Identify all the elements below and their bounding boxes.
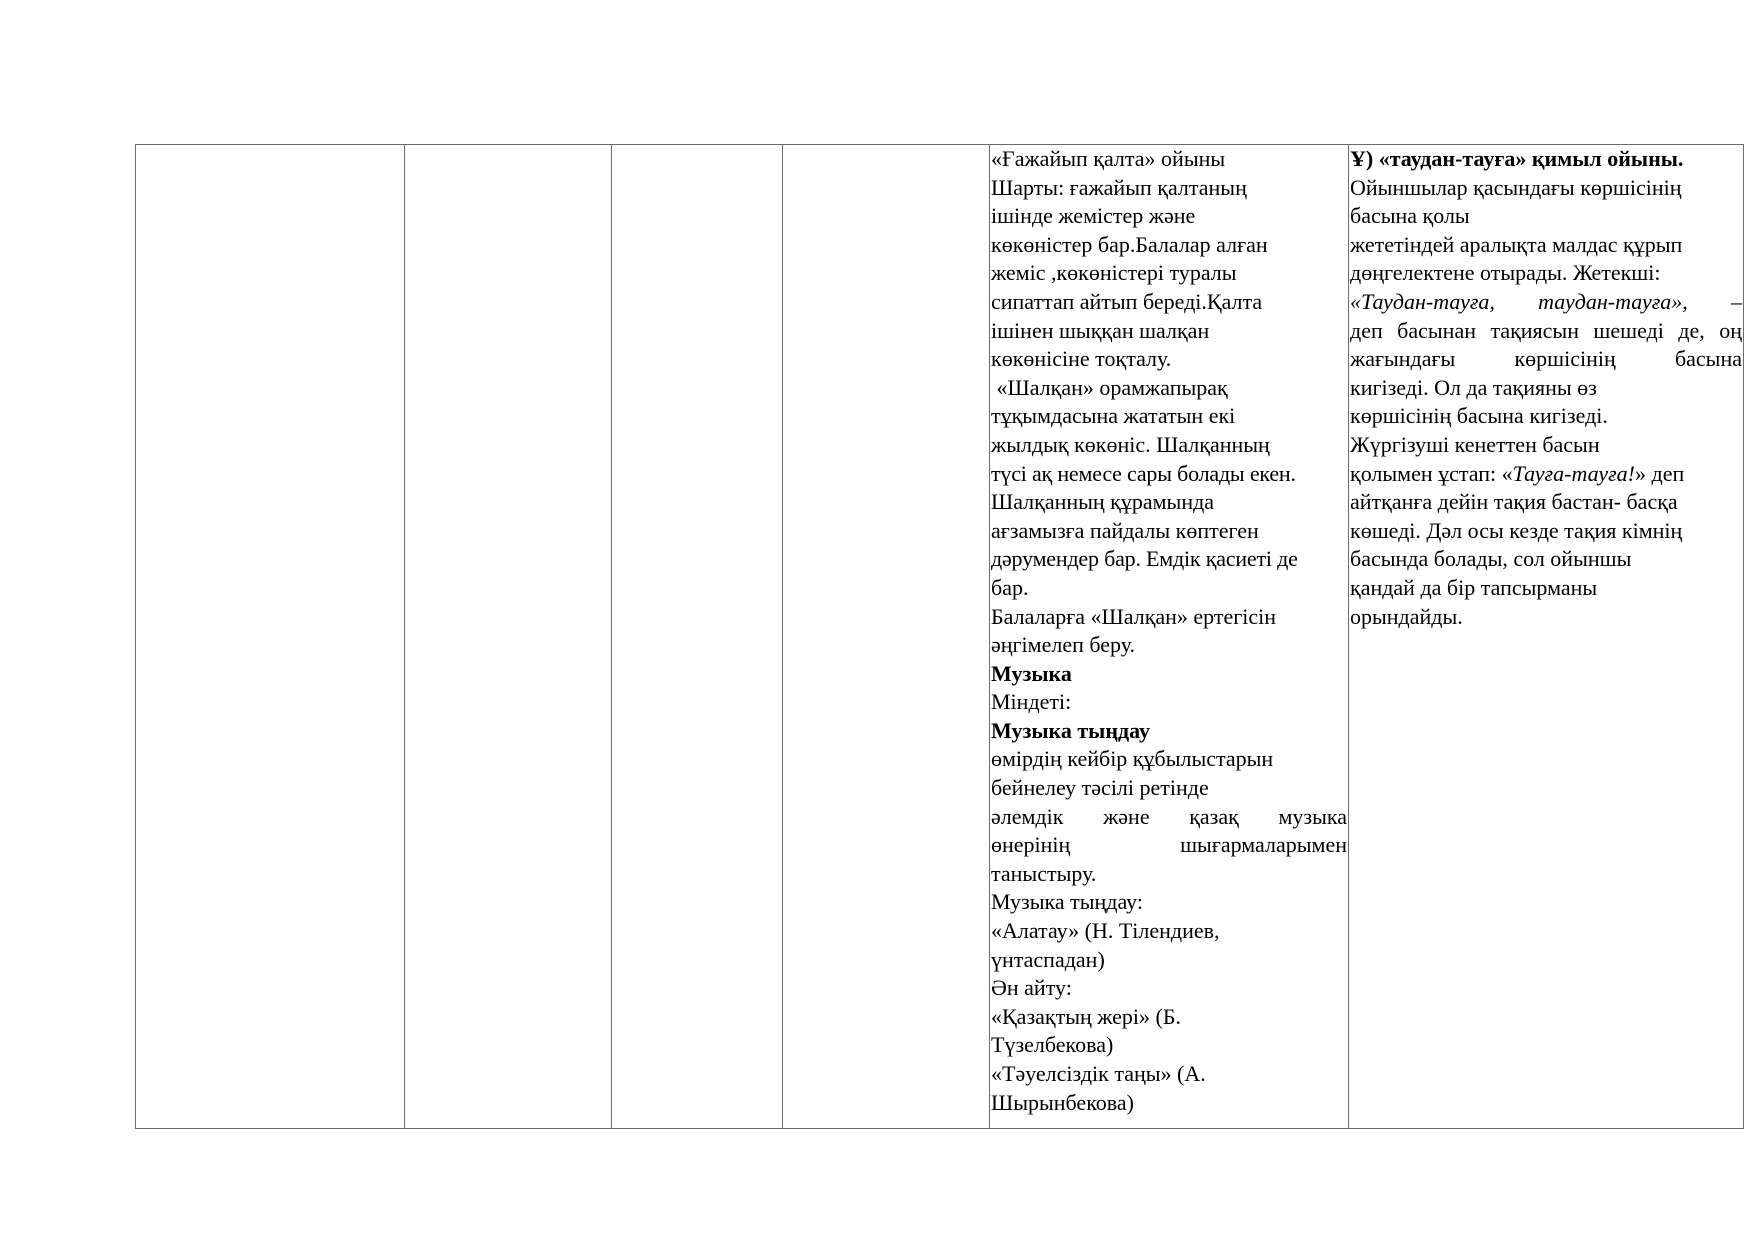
text-line: ішінде жемістер және bbox=[991, 203, 1196, 229]
lesson-plan-table bbox=[135, 144, 1744, 1129]
text-line: таныстыру. bbox=[991, 860, 1097, 886]
activity-text bbox=[990, 145, 1348, 1117]
justified-line: өнерінің шығармаларымен bbox=[991, 832, 1347, 858]
text-line bbox=[1350, 460, 1742, 489]
text-line: көкөністер бар.Балалар алған bbox=[991, 231, 1268, 257]
text-line: жылдық көкөніс. Шалқанның bbox=[991, 431, 1270, 457]
text-line: Шарты: ғажайып қалтаның bbox=[991, 174, 1247, 200]
text-line: өмірдің кейбір құбылыстарын bbox=[991, 746, 1274, 772]
text-line: Балаларға «Шалқан» ертегісін bbox=[991, 603, 1277, 629]
text-line: кигізеді. Ол да тақияны өз bbox=[1350, 374, 1597, 400]
text-line: дәрумендер бар. Емдік қасиеті де bbox=[991, 546, 1298, 572]
text-line: қандай да бір тапсырманы bbox=[1350, 574, 1598, 600]
table-row bbox=[136, 145, 1744, 1129]
text-line: «Шалқан» орамжапырақ bbox=[991, 374, 1228, 400]
justified-line: әлемдік және қазақ музыка bbox=[991, 803, 1347, 829]
text-fragment: қолымен ұстап: « bbox=[1350, 460, 1513, 486]
text-fragment: » деп bbox=[1635, 460, 1685, 486]
text-line: ағзамызға пайдалы көптеген bbox=[991, 517, 1259, 543]
italic-chant: «Таудан-тауға, таудан-тауға», – bbox=[1350, 288, 1742, 314]
listening-heading: Музыка тыңдау bbox=[991, 717, 1151, 743]
game-cell bbox=[1349, 145, 1744, 1129]
text-line: «Алатау» (Н. Тілендиев, bbox=[991, 918, 1220, 944]
task-label: Міндеті: bbox=[991, 689, 1072, 715]
text-line: Музыка тыңдау: bbox=[991, 889, 1143, 915]
text-line: Шырынбекова) bbox=[991, 1089, 1134, 1115]
text-line: Түзелбекова) bbox=[991, 1032, 1114, 1058]
empty-cell-2 bbox=[405, 145, 612, 1129]
italic-fragment: Тауға-тауға! bbox=[1512, 460, 1636, 486]
text-line: көкөнісіне тоқталу. bbox=[991, 346, 1172, 372]
text-line: ішінен шыққан шалқан bbox=[991, 317, 1210, 343]
text-line: Шалқанның құрамында bbox=[991, 489, 1215, 515]
text-line: жететіндей аралықта малдас құрып bbox=[1350, 231, 1683, 257]
empty-cell-3 bbox=[612, 145, 783, 1129]
text-line: «Қазақтың жері» (Б. bbox=[991, 1003, 1181, 1029]
justified-line: деп басынан тақиясын шешеді де, оң bbox=[1350, 317, 1742, 343]
text-line: бейнелеу тәсілі ретінде bbox=[991, 775, 1209, 801]
text-line: Ән айту: bbox=[991, 975, 1072, 1001]
text-line: көшеді. Дәл осы кезде тақия кімнің bbox=[1350, 517, 1683, 543]
empty-cell-1 bbox=[136, 145, 405, 1129]
text-line: Ойыншылар қасындағы көршісінің bbox=[1350, 174, 1682, 200]
activity-cell bbox=[990, 145, 1349, 1129]
text-line: жеміс ,көкөністері туралы bbox=[991, 260, 1237, 286]
text-line: басына қолы bbox=[1350, 203, 1470, 229]
text-line: үнтаспадан) bbox=[991, 946, 1105, 972]
game-title: Ұ) «таудан-тауға» қимыл ойыны. bbox=[1350, 146, 1684, 171]
text-line: сипаттап айтып береді.Қалта bbox=[991, 288, 1263, 314]
text-line: дөңгелектене отырады. Жетекші: bbox=[1350, 260, 1661, 286]
game-text bbox=[1349, 145, 1743, 631]
text-line: орындайды. bbox=[1350, 603, 1463, 629]
text-line: Жүргізуші кенеттен басын bbox=[1350, 431, 1600, 457]
justified-line: жағындағы көршісінің басына bbox=[1350, 346, 1742, 372]
text-line: «Тәуелсіздік таңы» (А. bbox=[991, 1061, 1206, 1086]
empty-cell-4 bbox=[783, 145, 990, 1129]
text-line: басында болады, сол ойыншы bbox=[1350, 546, 1632, 572]
text-line: әңгімелеп беру. bbox=[991, 632, 1136, 658]
text-line: тұқымдасына жататын екі bbox=[991, 403, 1236, 429]
text-line: айтқанға дейін тақия бастан- басқа bbox=[1350, 489, 1678, 515]
text-line: «Ғажайып қалта» ойыны bbox=[991, 146, 1226, 171]
music-heading: Музыка bbox=[991, 660, 1072, 686]
text-line: түсі ақ немесе сары болады екен. bbox=[991, 460, 1296, 486]
text-line: бар. bbox=[991, 574, 1029, 600]
text-line: көршісінің басына кигізеді. bbox=[1350, 403, 1608, 429]
